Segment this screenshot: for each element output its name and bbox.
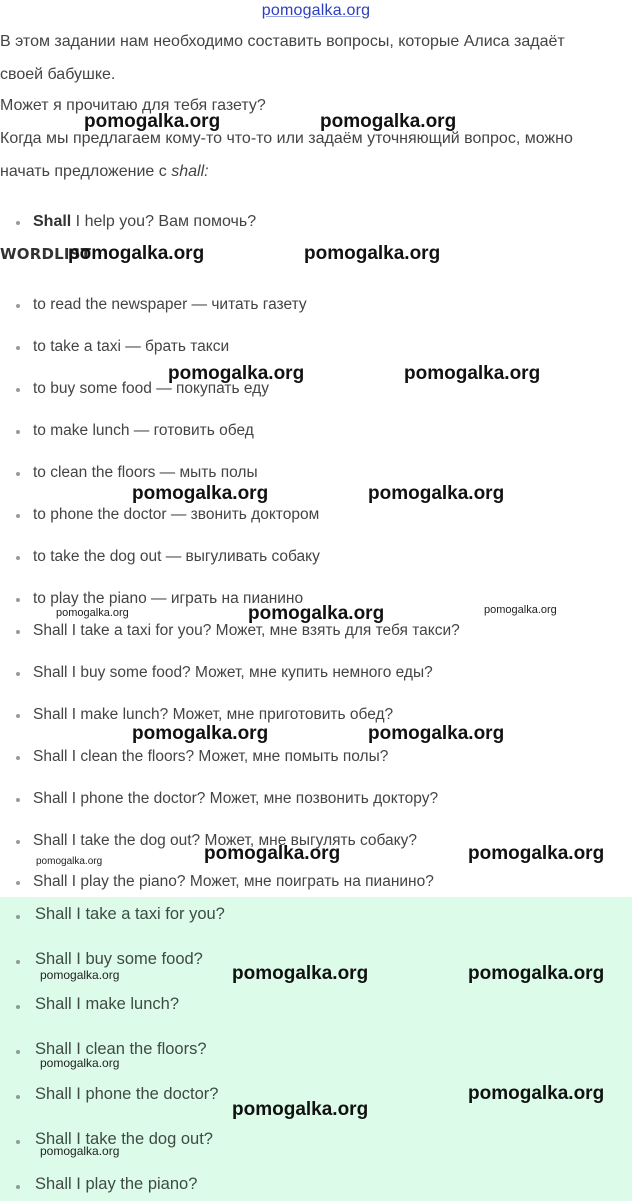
answer-item: Shall I clean the floors?: [35, 1040, 207, 1058]
watermark: pomogalka.org: [368, 723, 505, 744]
watermark: pomogalka.org: [68, 243, 205, 264]
bullet-dot: [16, 430, 20, 434]
watermark: pomogalka.org: [40, 1056, 120, 1070]
bullet-dot: [16, 388, 20, 392]
watermark: pomogalka.org: [468, 843, 605, 864]
bullet-dot: [16, 556, 20, 560]
bullet-dot: [16, 672, 20, 676]
watermark: pomogalka.org: [468, 1083, 605, 1104]
wordlist-item: to clean the floors — мыть полы: [33, 464, 258, 481]
wordlist-item: to read the newspaper — читать газету: [33, 296, 307, 313]
watermark: pomogalka.org: [132, 723, 269, 744]
watermark: pomogalka.org: [56, 607, 129, 619]
answer-item: Shall I play the piano?: [35, 1175, 198, 1193]
watermark: pomogalka.org: [248, 603, 385, 624]
bullet-dot: [16, 840, 20, 844]
translation-item: Shall I take the dog out? Может, мне выгулять собаку?: [33, 832, 417, 849]
answer-item: Shall I buy some food?: [35, 950, 203, 968]
watermark: pomogalka.org: [168, 363, 305, 384]
translation-item: Shall I take a taxi for you? Может, мне взять для тебя такси?: [33, 622, 460, 639]
translation-item: Shall I make lunch? Может, мне приготовить обед?: [33, 706, 394, 723]
translation-item: Shall I phone the doctor? Может, мне позвонить доктору?: [33, 790, 439, 807]
example-question: Может я прочитаю для тебя газету?: [0, 97, 266, 114]
bullet-dot: [16, 472, 20, 476]
rule-line-2: [0, 163, 209, 181]
rule-line-2-prefix: начать предложение с: [0, 163, 172, 180]
bullet-dot: [16, 514, 20, 518]
bullet-dot: [16, 714, 20, 718]
example-bullet: [33, 213, 256, 231]
bullet-dot: [16, 1005, 20, 1009]
bullet-dot: [16, 1140, 20, 1144]
bullet-dot: [16, 798, 20, 802]
wordlist-item: to take the dog out — выгуливать собаку: [33, 548, 320, 565]
answer-item: Shall I phone the doctor?: [35, 1085, 219, 1103]
watermark: pomogalka.org: [204, 843, 341, 864]
intro-line-2: своей бабушке.: [0, 66, 116, 83]
watermark: pomogalka.org: [484, 604, 557, 616]
rule-line-1: Когда мы предлагаем кому-то что-то или задаём уточняющий вопрос, можно: [0, 130, 573, 147]
watermark: pomogalka.org: [368, 483, 505, 504]
bullet-dot: [16, 1185, 20, 1189]
watermark: pomogalka.org: [304, 243, 441, 264]
bullet-dot: [16, 598, 20, 602]
bullet-dot: [16, 756, 20, 760]
wordlist-item: to take a taxi — брать такси: [33, 338, 230, 355]
answer-item: Shall I take the dog out?: [35, 1130, 213, 1148]
bullet-dot: [16, 1095, 20, 1099]
bullet-dot: [16, 1050, 20, 1054]
watermark: pomogalka.org: [232, 963, 369, 984]
watermark: pomogalka.org: [40, 968, 120, 982]
watermark: pomogalka.org: [320, 111, 457, 132]
bullet-dot: [16, 960, 20, 964]
example-bullet-text: I help you? Вам помочь?: [71, 213, 257, 230]
bullet-dot: [16, 304, 20, 308]
watermark: pomogalka.org: [40, 1144, 120, 1158]
wordlist-item: to make lunch — готовить обед: [33, 422, 254, 439]
watermark: pomogalka.org: [232, 1099, 369, 1120]
watermark: pomogalka.org: [36, 856, 103, 867]
bullet-dot: [16, 881, 20, 885]
answer-item: Shall I take a taxi for you?: [35, 905, 225, 923]
wordlist-item: to play the piano — играть на пианино: [33, 590, 304, 607]
bullet-dot: [16, 630, 20, 634]
bullet-dot: [16, 221, 20, 225]
bullet-dot: [16, 915, 20, 919]
watermark: pomogalka.org: [132, 483, 269, 504]
example-bullet-bold: Shall: [33, 213, 72, 230]
translation-item: Shall I clean the floors? Может, мне помыть полы?: [33, 748, 389, 765]
watermark: pomogalka.org: [84, 111, 221, 132]
translation-item: Shall I play the piano? Может, мне поиграть на пианино?: [33, 873, 434, 890]
wordlist-heading: WORDLIST: [0, 245, 92, 263]
bullet-dot: [16, 346, 20, 350]
answer-item: Shall I make lunch?: [35, 995, 179, 1013]
site-header-link[interactable]: pomogalka.org: [261, 2, 371, 19]
intro-line-1: В этом задании нам необходимо составить вопросы, которые Алиса задаёт: [0, 33, 565, 50]
wordlist-item: to phone the doctor — звонить доктором: [33, 506, 320, 523]
rule-keyword: shall:: [171, 163, 209, 180]
translation-item: Shall I buy some food? Может, мне купить немного еды?: [33, 664, 433, 681]
watermark: pomogalka.org: [468, 963, 605, 984]
watermark: pomogalka.org: [404, 363, 541, 384]
wordlist-item: to buy some food — покупать еду: [33, 380, 269, 397]
